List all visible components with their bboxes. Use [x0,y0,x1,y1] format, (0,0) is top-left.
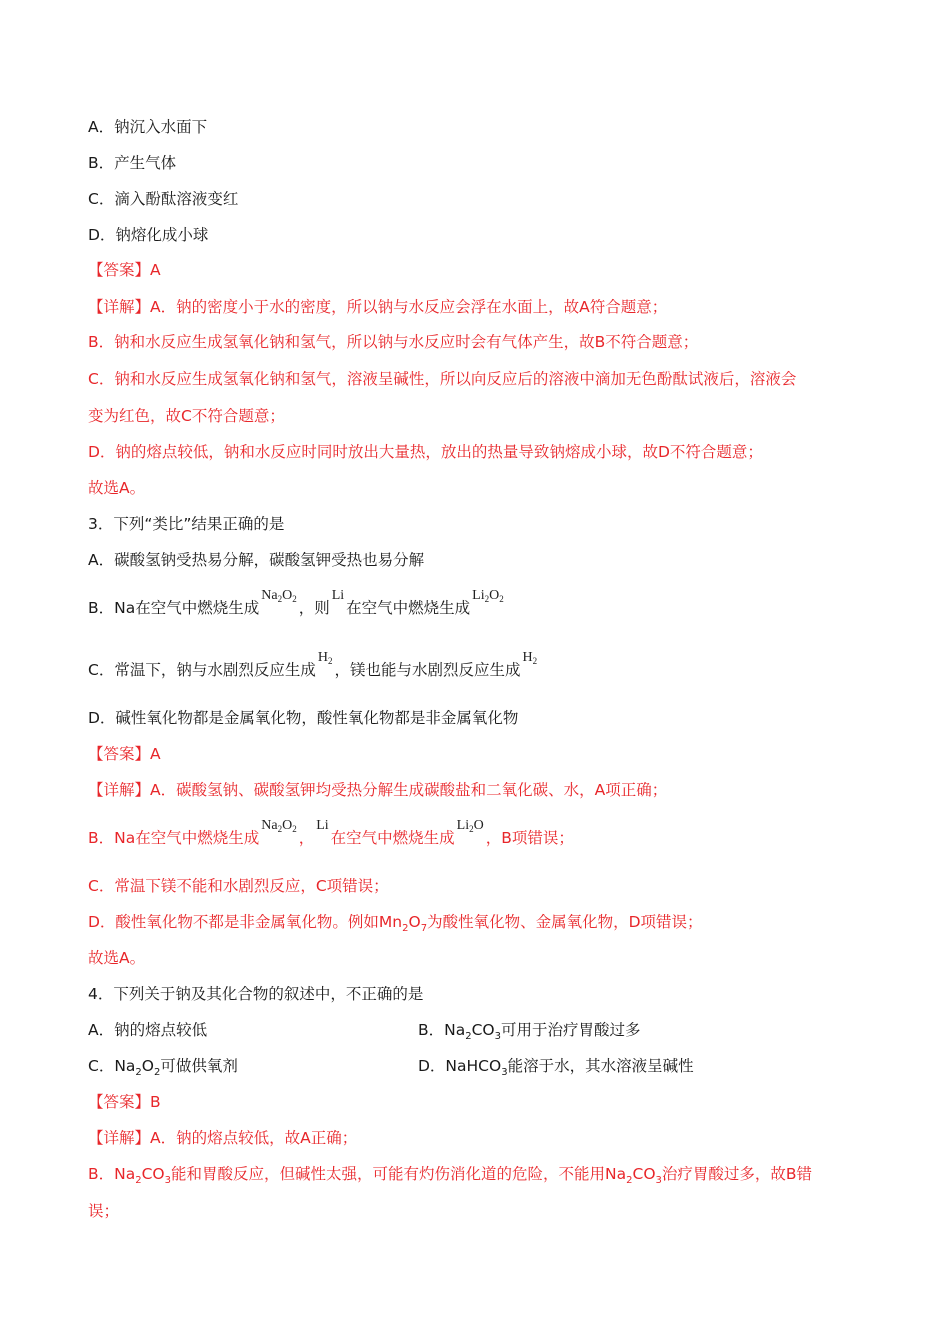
answer: 【答案】B [88,1093,161,1111]
detail-line: D．酸性氧化物不都是非金属氧化物。例如$Mn_2O_7$为酸性氧化物、金属氧化物，D项错误； [88,913,703,935]
option-d: D．碱性氧化物都是金属氧化物，酸性氧化物都是非金属氧化物 [88,709,519,727]
conclusion: 故选A。 [88,949,146,967]
option-a: A．钠沉入水面下 [88,118,208,136]
question-stem: 3．下列“类比”结果正确的是 [88,515,285,533]
option-c: C．$Na_2O_2$可做供氧剂 [88,1057,238,1079]
option-c: C．滴入酚酞溶液变红 [88,190,239,208]
option-c: C．常温下，钠与水剧烈反应生成$H_2$ ，镁也能与水剧烈反应生成$H_2$ [88,659,862,686]
detail-line: C．常温下镁不能和水剧烈反应，C项错误； [88,877,389,895]
detail-line: B．钠和水反应生成氢氧化钠和氢气，所以钠与水反应时会有气体产生，故B不符合题意； [88,333,699,351]
detail-line: 【详解】A．碳酸氢钠、碳酸氢钾均受热分解生成碳酸盐和二氧化碳、水，A项正确； [88,781,668,799]
detail-line: 【详解】A．钠的熔点较低，故A正确； [88,1129,358,1147]
option-d: D．钠熔化成小球 [88,226,209,244]
detail-line: 【详解】A．钠的密度小于水的密度，所以钠与水反应会浮在水面上，故A符合题意； [88,298,668,316]
answer: 【答案】A [88,261,161,279]
formula-image: $Li_2O_2$ [472,588,504,604]
formula-image: Li [316,818,329,833]
detail-line: B．$Na_2CO_3$能和胃酸反应，但碱性太强，可能有灼伤消化道的危险，不能用$Na_2CO_3$治疗胃酸过多，故B错 [88,1165,813,1187]
answer: 【答案】A [88,745,161,763]
option-row [88,1019,862,1041]
formula-image: $Li_2O$ [456,818,484,834]
option-d: D．NaHCO$_3$能溶于水，其水溶液呈碱性 [418,1057,694,1079]
option-row [88,1055,862,1084]
detail-line: D．钠的熔点较低，钠和水反应时同时放出大量热，放出的热量导致钠熔成小球，故D不符合题意； [88,443,763,461]
detail-line: 误； [88,1202,120,1220]
detail-line: B．Na在空气中燃烧生成$Na_2O_2$ ，Li在空气中燃烧生成$Li_2O$，B项错误； [88,827,862,854]
option-b: B．产生气体 [88,154,177,172]
formula-image: $H_2$ [317,650,333,666]
question-stem: 4．下列关于钠及其化合物的叙述中，不正确的是 [88,985,424,1003]
formula-image: $H_2$ [522,650,538,666]
detail-line: 变为红色，故C不符合题意； [88,407,285,425]
conclusion: 故选A。 [88,479,146,497]
formula-image: $Na_2O_2$ [261,818,297,834]
option-a: A．碳酸氢钠受热易分解，碳酸氢钾受热也易分解 [88,551,425,569]
option-b: B．$Na_2CO_3$可用于治疗胃酸过多 [418,1021,641,1043]
formula-image: Li [331,588,345,603]
formula-image: $Na_2O_2$ [261,588,297,604]
option-b: B．Na在空气中燃烧生成$Na_2O_2$ ，则Li在空气中燃烧生成$Li_2O_2$ [88,597,862,624]
detail-line: C．钠和水反应生成氢氧化钠和氢气，溶液呈碱性，所以向反应后的溶液中滴加无色酚酞试液后，溶液会 [88,370,797,388]
option-a: A．钠的熔点较低 [88,1021,208,1039]
